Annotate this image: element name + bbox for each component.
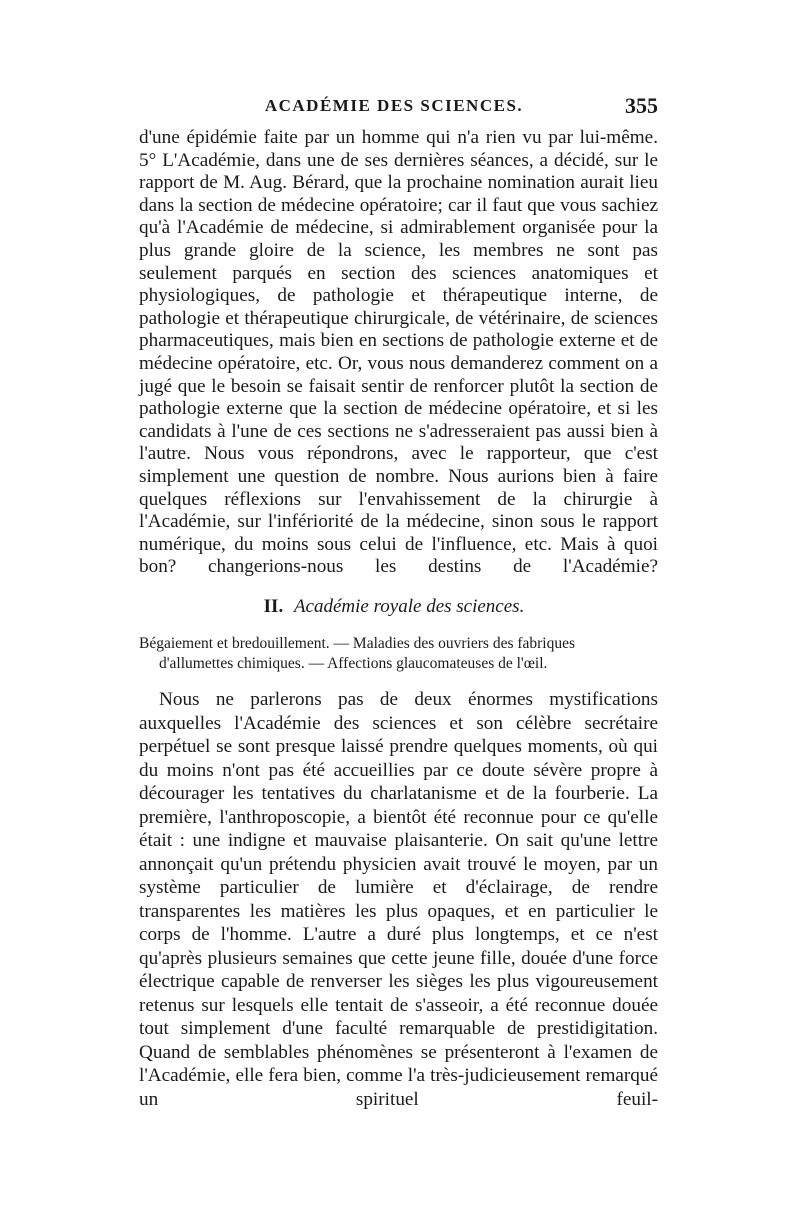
running-title: ACADÉMIE DES SCIENCES.	[264, 96, 524, 115]
section-heading	[130, 596, 658, 618]
page-number: 355	[625, 93, 658, 118]
summary-line-1: Bégaiement et bredouillement. — Maladies des ouvriers des fabriques	[139, 635, 576, 652]
section-title: Académie royale des sciences.	[293, 596, 525, 617]
paragraph-academie-medecine: d'une épidémie faite par un homme qui n'a rien vu par lui-même. 5° L'Académie, dans une de ses dernières séances, a décidé, sur le rapport de M. Aug. Bérard, que la prochaine nomination aurait lieu dans la section de médecine opératoire; car il faut que vous sachiez qu'à l'Académie de médecine, si admirablement organisée pour la plus grande gloire de la science, les membres ne sont pas seulement parqués en section des sciences anatomiques et physiologiques, de pathologie et thérapeutique interne, de pathologie et thérapeutique chirurgicale, de vétérinaire, de sciences pharmaceutiques, mais bien en sections de pathologie externe et de médecine opératoire, etc. Or, vous nous demanderez comment on a jugé que le besoin se faisait sentir de renforcer plutôt la section de pathologie externe que la section de médecine opératoire, et si les candidats à l'une de ces sections ne s'adresseraient pas aussi bien à l'autre. Nous vous répondrons, avec le rapporteur, que c'est simplement une question de nombre. Nous aurions bien à faire quelques réflexions sur l'envahissement de la chirurgie à l'Académie, sur l'infériorité de la médecine, sinon sous le rapport numérique, du moins sous celui de l'influence, etc. Mais à quoi bon? changerions-nous les destins de l'Académie?	[139, 127, 658, 578]
page-header	[130, 93, 658, 126]
section-summary	[139, 634, 658, 674]
paragraph-mystifications: Nous ne parlerons pas de deux énormes mystifications auxquelles l'Académie des sciences et son célèbre secrétaire perpétuel se sont presque laissé prendre quelques moments, où qui du moins n'ont pas été accueillies par ce doute sévère propre à décourager les tentatives du charlatanisme et de la fourberie. La première, l'anthroposcopie, a bientôt été reconnue pour ce qu'elle était : une indigne et mauvaise plaisanterie. On sait qu'une lettre annonçait qu'un prétendu physicien avait trouvé le moyen, par un système particulier de lumière et d'éclairage, de rendre transparentes les matières les plus opaques, et en particulier le corps de l'homme. L'autre a duré plus longtemps, et ce n'est qu'après plusieurs semaines que cette jeune fille, douée d'une force électrique capable de renverser les sièges les plus vigoureusement retenus sur lesquels elle tentait de s'asseoir, a été reconnue douée tout simplement d'une faculté remarquable de prestidigitation. Quand de semblables phénomènes se présenteront à l'examen de l'Académie, elle fera bien, comme l'a très-judicieusement remarqué un spirituel feuil-	[139, 689, 658, 1110]
section-number: II.	[263, 596, 284, 617]
summary-line-2: d'allumettes chimiques. — Affections glaucomateuses de l'œil.	[159, 655, 548, 672]
